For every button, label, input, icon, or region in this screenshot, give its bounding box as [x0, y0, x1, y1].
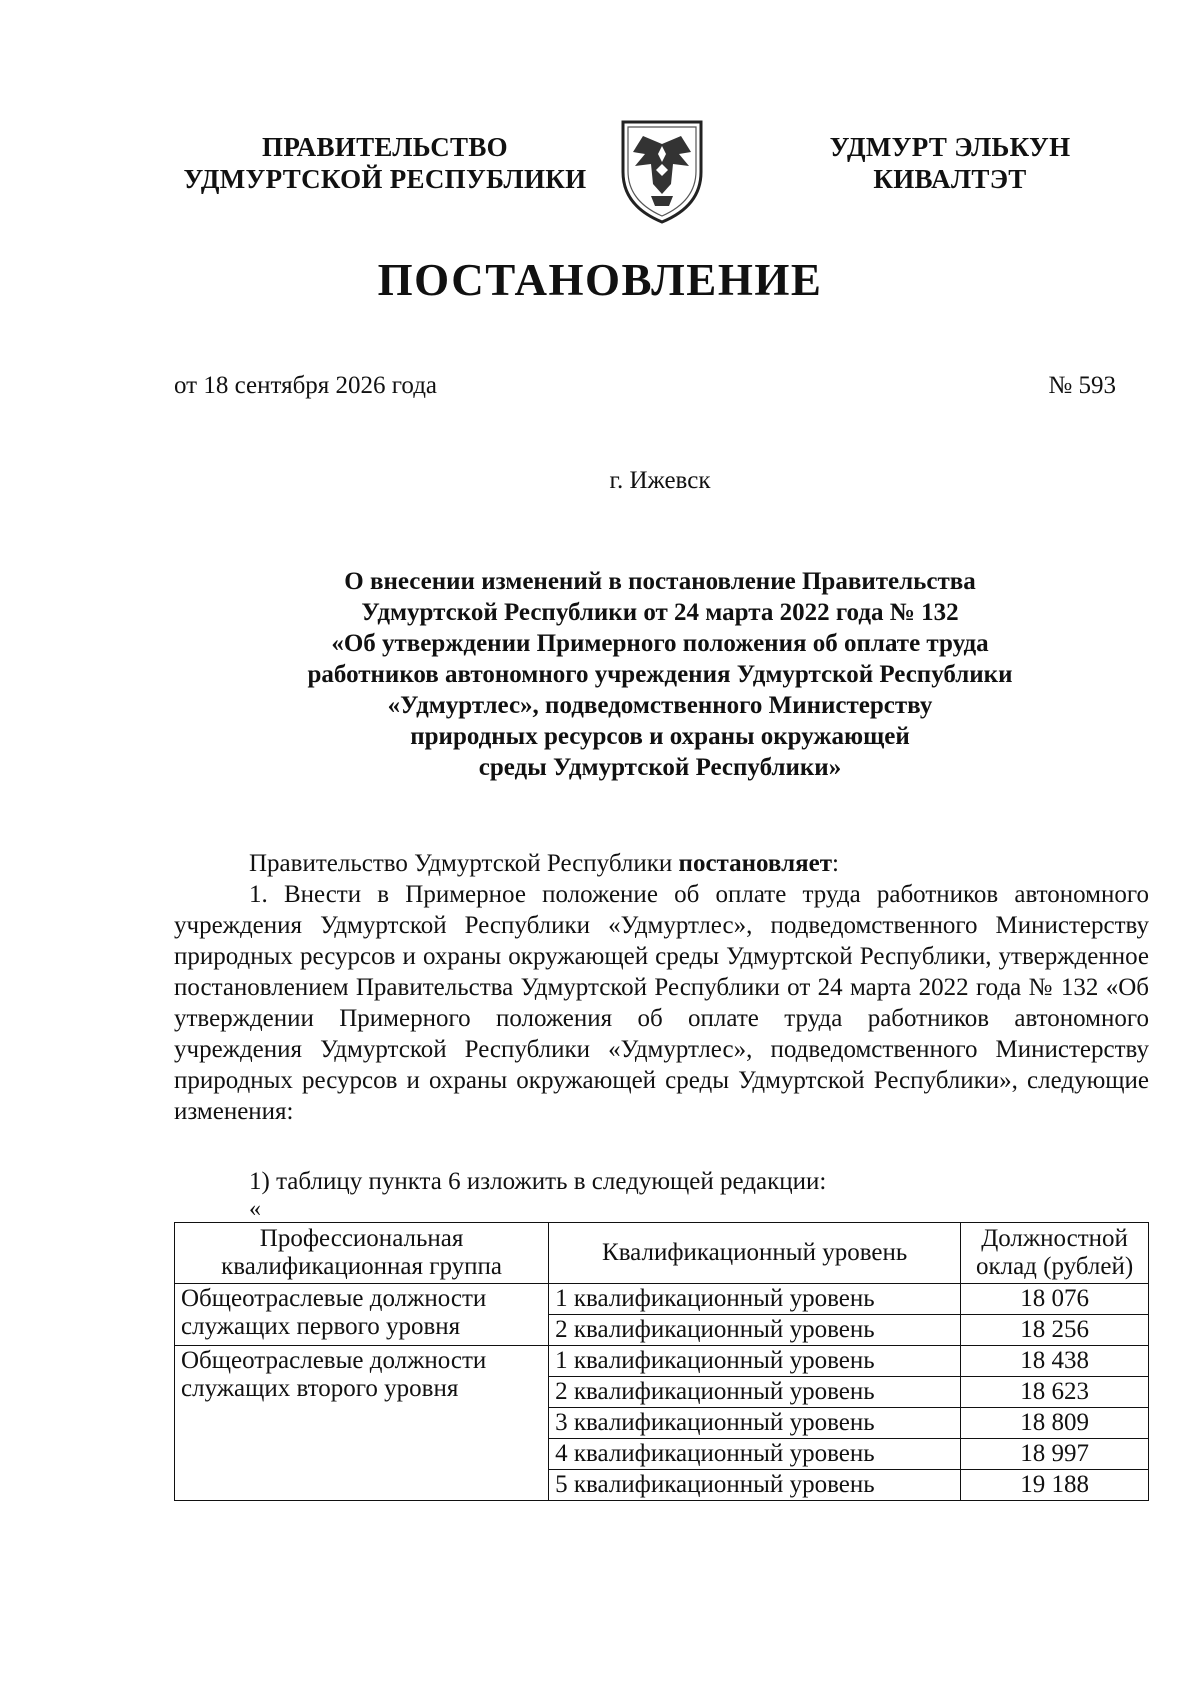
item-1-paragraph: 1. Внести в Примерное положение об оплате труда работников автономного учреждения Удмуртской Республики «Удмуртлес», подведомственного Министерству природных ресурсов и охраны окружающей среды Удмуртской Республики, утвержденное постановлением Правительства Удмуртской Республики от 24 марта 2022 года № 132 «Об утверждении Примерного положения об оплате труда работников автономного учреждения Удмуртской Республики «Удмуртлес», подведомственного Министерству природных ресурсов и охраны окружающей среды Удмуртской Республики», следующие изменения:: [174, 881, 1149, 1125]
opening-quote: «: [249, 1196, 261, 1222]
table-row: [175, 1346, 1149, 1377]
salary-cell: 18 997: [961, 1439, 1149, 1470]
column-header-group: Профессиональная квалификационная группа: [175, 1223, 549, 1284]
org-name-right-line2: КИВАЛТЭТ: [873, 164, 1027, 194]
level-cell: 4 квалификационный уровень: [549, 1439, 961, 1470]
document-city: г. Ижевск: [609, 467, 711, 494]
decree-prefix: Правительство Удмуртской Республики: [249, 850, 679, 877]
group-cell: Общеотраслевые должности служащих второго уровня: [175, 1346, 549, 1501]
decree-keyword: постановляет: [678, 850, 833, 877]
document-type-title: ПОСТАНОВЛЕНИЕ: [377, 255, 823, 305]
level-cell: 2 квалификационный уровень: [549, 1377, 961, 1408]
salary-cell: 18 623: [961, 1377, 1149, 1408]
document-subject: [240, 566, 1080, 783]
salary-cell: 18 256: [961, 1315, 1149, 1346]
subject-line: природных ресурсов и охраны окружающей: [410, 723, 910, 750]
level-cell: 1 квалификационный уровень: [549, 1346, 961, 1377]
org-name-left-line1: ПРАВИТЕЛЬСТВО: [262, 132, 508, 162]
subitem-1-paragraph: 1) таблицу пункта 6 изложить в следующей редакции:: [249, 1168, 827, 1195]
group-cell: Общеотраслевые должности служащих первого уровня: [175, 1284, 549, 1346]
table-row: [175, 1284, 1149, 1315]
salary-cell: 19 188: [961, 1470, 1149, 1501]
subject-line: О внесении изменений в постановление Правительства: [344, 568, 976, 595]
salary-cell: 18 809: [961, 1408, 1149, 1439]
subject-line: «Удмуртлес», подведомственного Министерству: [387, 692, 933, 719]
subject-line: среды Удмуртской Республики»: [478, 754, 842, 781]
org-name-right: [805, 131, 1095, 195]
level-cell: 3 квалификационный уровень: [549, 1408, 961, 1439]
salary-cell: 18 438: [961, 1346, 1149, 1377]
salary-table: [174, 1222, 1149, 1501]
decree-suffix: :: [832, 850, 839, 877]
document-date: от 18 сентября 2026 года: [174, 372, 438, 399]
document-number: № 593: [1048, 372, 1116, 399]
decree-paragraph: [174, 848, 1149, 879]
subject-line: «Об утверждении Примерного положения об оплате труда: [331, 630, 989, 657]
subject-line: работников автономного учреждения Удмуртской Республики: [307, 661, 1013, 688]
salary-cell: 18 076: [961, 1284, 1149, 1315]
org-name-right-line1: УДМУРТ ЭЛЬКУН: [829, 132, 1071, 162]
table-header-row: [175, 1223, 1149, 1284]
level-cell: 1 квалификационный уровень: [549, 1284, 961, 1315]
column-header-salary: Должностной оклад (рублей): [961, 1223, 1149, 1284]
level-cell: 5 квалификационный уровень: [549, 1470, 961, 1501]
coat-of-arms-icon: [613, 114, 711, 226]
subject-line: Удмуртской Республики от 24 марта 2022 года № 132: [361, 599, 959, 626]
level-cell: 2 квалификационный уровень: [549, 1315, 961, 1346]
column-header-level: Квалификационный уровень: [549, 1223, 961, 1284]
org-name-left-line2: УДМУРТСКОЙ РЕСПУБЛИКИ: [183, 164, 587, 194]
org-name-left: [165, 131, 605, 195]
